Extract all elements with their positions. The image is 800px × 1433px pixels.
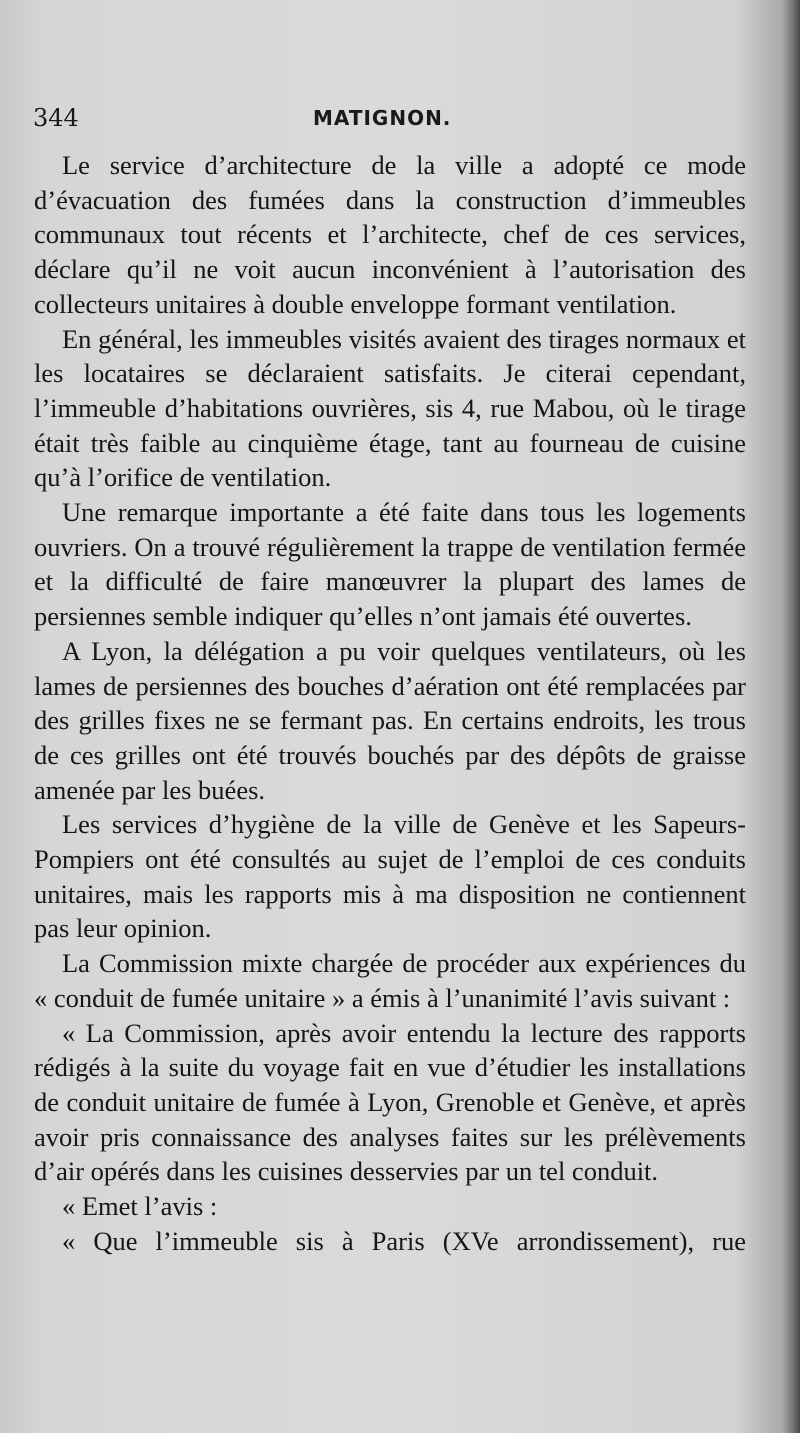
paragraph-commission: La Commission mixte chargée de procéder aux expériences du « conduit de fumée unitaire » a émis à l’unanimité l’avis suivant : <box>34 948 746 1013</box>
body-text <box>34 148 746 1259</box>
paragraph-geneva-services: Les services d’hygiène de la ville de Genève et les Sapeurs-Pompiers ont été consultés au sujet de l’emploi de ces conduits unitaires, mais les rapports mis à ma disposition ne contiennent pas leur opinion. <box>34 809 746 944</box>
running-title: MATIGNON. <box>313 106 452 130</box>
page-number: 344 <box>33 104 79 132</box>
paragraph-immeuble-paris: « Que l’immeuble sis à Paris (XVe arrondissement), rue <box>62 1225 746 1256</box>
page-gutter-shadow <box>782 0 800 1433</box>
paragraph-visited-buildings: En général, les immeubles visités avaient des tirages normaux et les locataires se déclaraient satisfaits. Je citerai cependant, l’immeuble d’habitations ouvrières, sis 4, rue Mabou, où le tirage était très faible au cinquième étage, tant au fourneau de cuisine qu’à l’orifice de ventilation. <box>34 323 746 493</box>
page-header <box>33 104 773 140</box>
paragraph-lyon-delegation: A Lyon, la délégation a pu voir quelques ventilateurs, où les lames de persiennes des bouches d’aération ont été remplacées par des grilles fixes ne se fermant pas. En certains endroits, les trous de ces grilles ont été trouvés bouchés par des dépôts de graisse amenée par les buées. <box>34 635 746 805</box>
paragraph-workers-housing: Une remarque importante a été faite dans tous les logements ouvriers. On a trouvé régulièrement la trappe de ventilation fermée et la difficulté de faire manœuvrer la plupart des lames de persiennes semble indiquer qu’elles n’ont jamais été ouvertes. <box>34 497 746 632</box>
paragraph-commission-quote: « La Commission, après avoir entendu la lecture des rapports rédigés à la suite du voyage fait en vue d’étudier les installations de conduit unitaire de fumée à Lyon, Grenoble et Genève, et après avoir pris connaissance des analyses faites sur les prélèvements d’air opérés dans les cuisines desservies par un tel conduit. <box>34 1017 746 1187</box>
paragraph-emet-avis: « Emet l’avis : <box>62 1191 218 1222</box>
paragraph-architecture-service: Le service d’architecture de la ville a adopté ce mode d’évacuation des fumées dans la construction d’immeubles communaux tout récents et l’architecte, chef de ces services, déclare qu’il ne voit aucun inconvénient à l’autorisation des collecteurs unitaires à double enveloppe formant ventilation. <box>34 150 746 319</box>
